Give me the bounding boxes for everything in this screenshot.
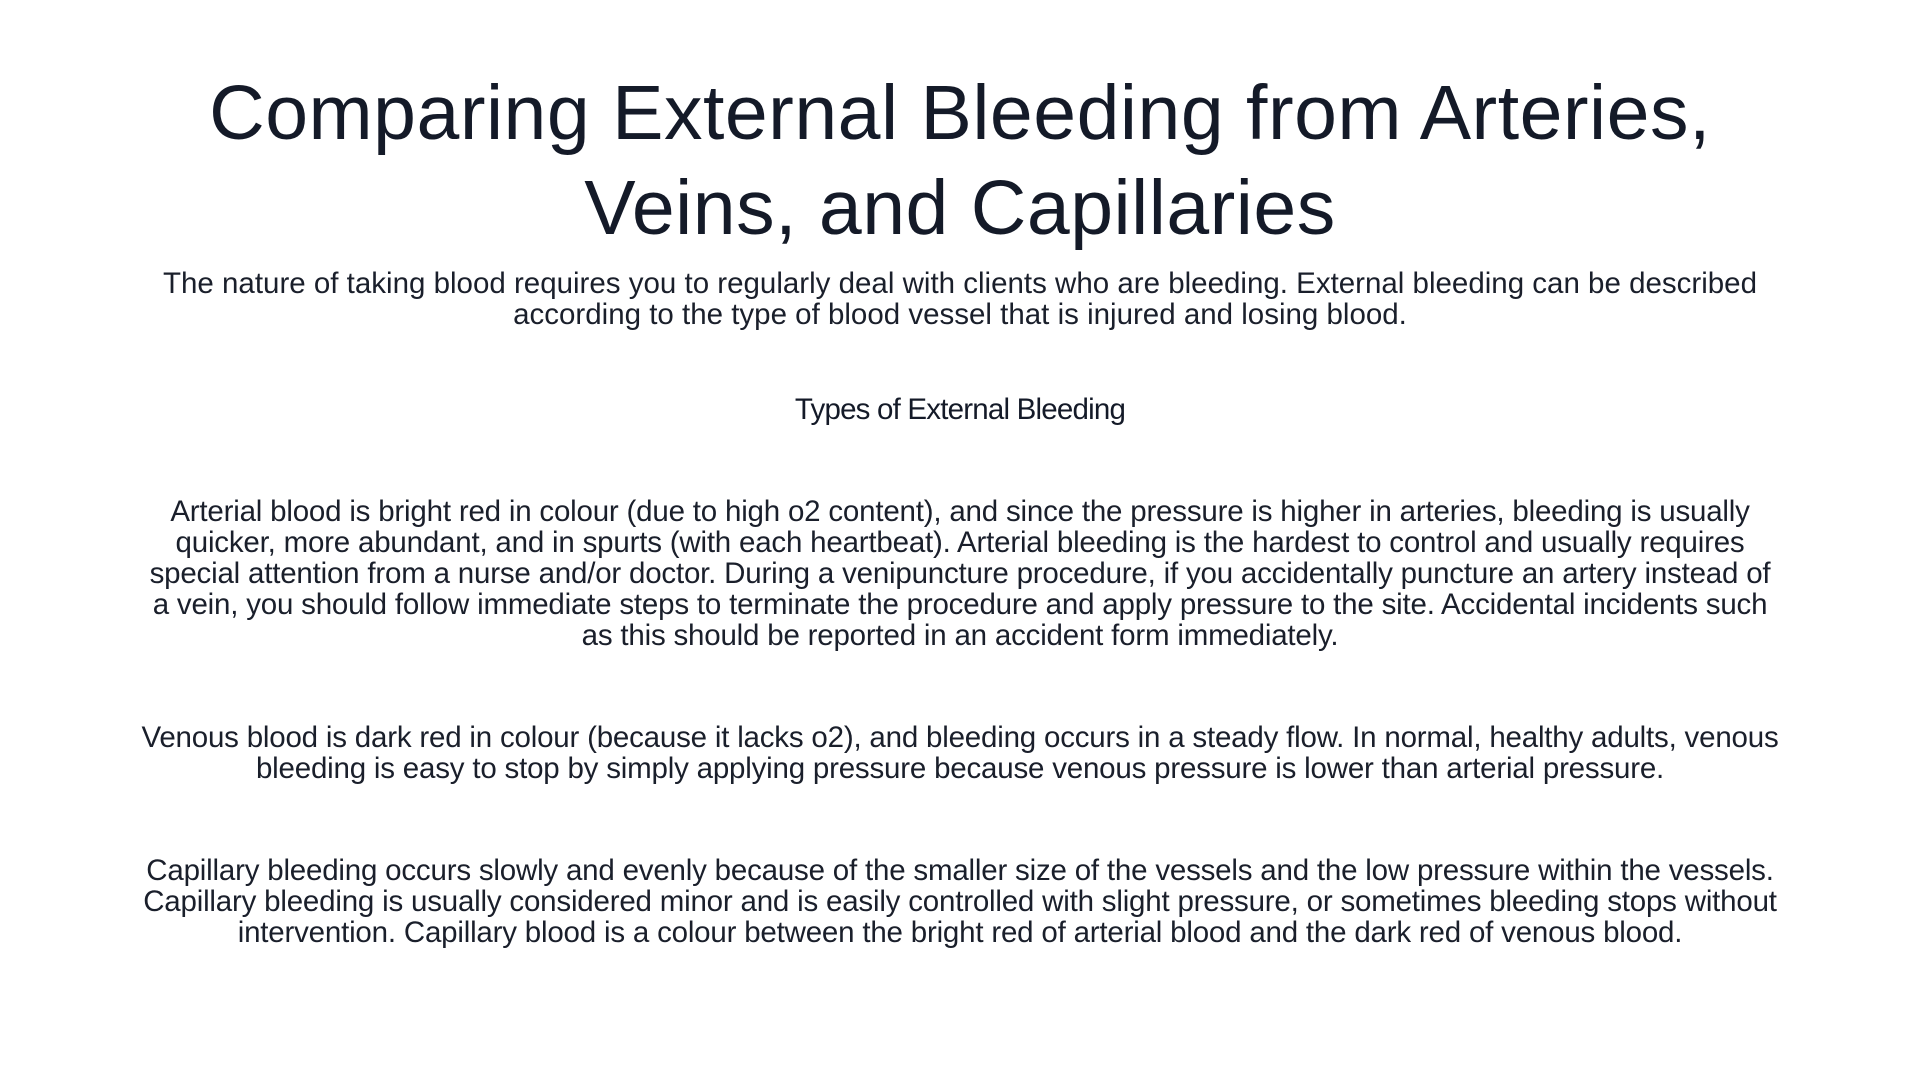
venous-bleeding-paragraph: Venous blood is dark red in colour (because it lacks o2), and bleeding occurs in a steady flow. In normal, healthy adults, venous bleeding is easy to stop by simply applying pressure because venous pressure is lower than arterial pressure.: [141, 721, 1779, 785]
slide-body: [140, 268, 1780, 948]
slide-title: Comparing External Bleeding from Arteries, Veins, and Capillaries: [209, 70, 1711, 251]
capillary-bleeding-paragraph: Capillary bleeding occurs slowly and evenly because of the smaller size of the vessels and the low pressure within the vessels. Capillary bleeding is usually considered minor and is easily controlled with slight pressure, or sometimes bleeding stops without intervention. Capillary blood is a colour between the bright red of arterial blood and the dark red of venous blood.: [143, 854, 1777, 949]
intro-paragraph: The nature of taking blood requires you to regularly deal with clients who are bleeding. External bleeding can be described according to the type of blood vessel that is injured and losing blood.: [163, 267, 1757, 331]
arterial-bleeding-paragraph: Arterial blood is bright red in colour (due to high o2 content), and since the pressure is higher in arteries, bleeding is usually quicker, more abundant, and in spurts (with each heartbeat). Arterial bleeding is the hardest to control and usually requires special attention from a nurse and/or doctor. During a venipuncture procedure, if you accidentally puncture an artery instead of a vein, you should follow immediate steps to terminate the procedure and apply pressure to the site. Accidental incidents such as this should be reported in an accident form immediately.: [149, 495, 1771, 652]
section-heading: Types of External Bleeding: [794, 393, 1126, 426]
